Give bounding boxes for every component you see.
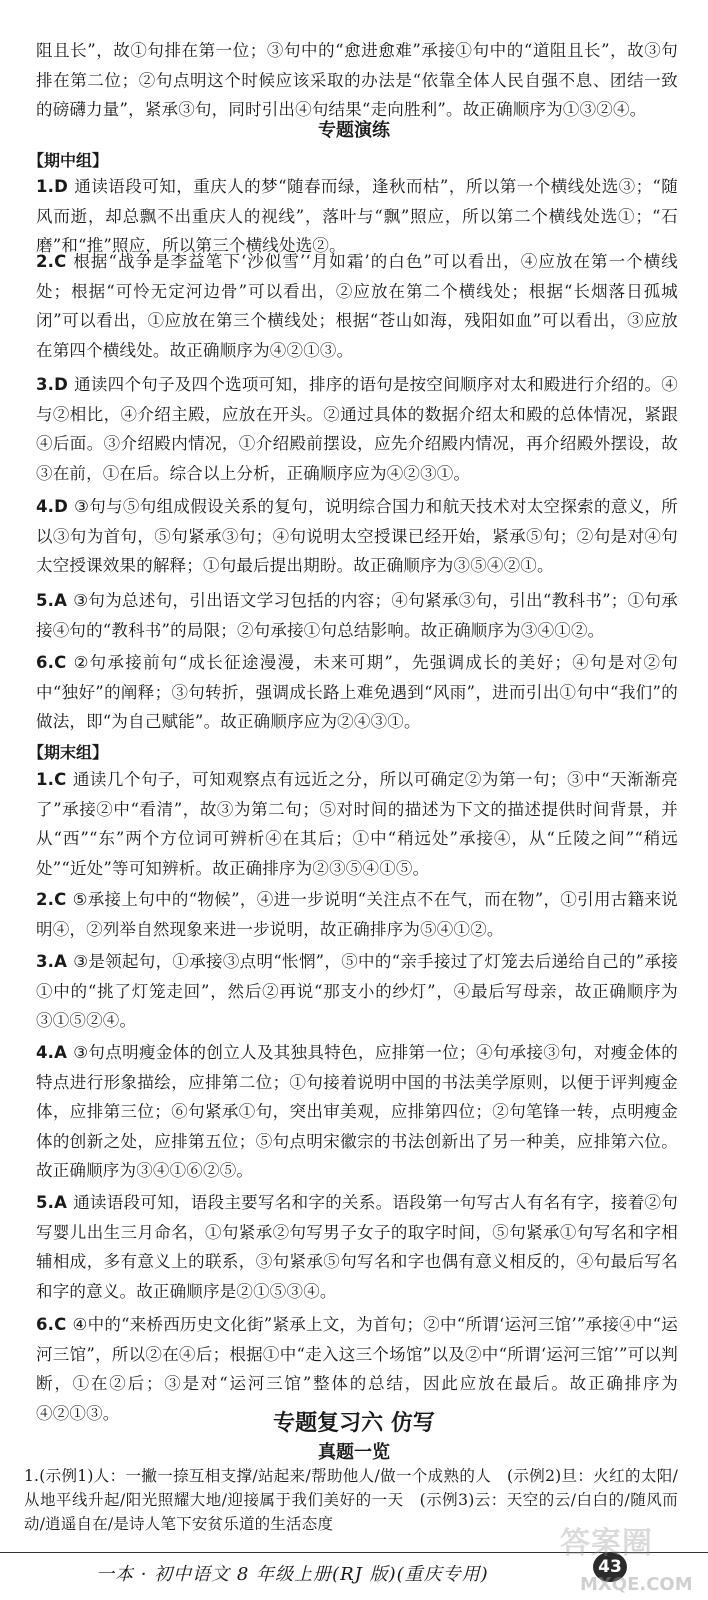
answer-item-final-4	[36, 1038, 678, 1186]
answer-number: 2.C	[36, 890, 67, 909]
answer-number: 3.D	[36, 375, 69, 394]
answer-item-mid-2	[36, 247, 678, 365]
answer-number: 4.D	[36, 497, 69, 516]
page-number-badge: 43	[593, 1552, 627, 1582]
answer-item-final-1	[36, 765, 678, 883]
section-subtitle-real-questions: 真题一览	[318, 1442, 390, 1463]
group-label-midterm: 【期中组】	[28, 151, 109, 170]
answer-number: 1.C	[36, 770, 67, 789]
answer-item-final-3	[36, 947, 678, 1036]
answer-number: 5.A	[36, 1193, 68, 1212]
answer-text: ③是领起句，①承接③点明“怅惘”，⑤中的“亲手接过了灯笼去后递给自己的”承接①中的“挑了灯笼走回”，然后②再说“那支小的纱灯”，④最后写母亲，故正确顺序为③①⑤②④。	[36, 952, 678, 1031]
answer-text: 通读几个句子，可知观察点有远近之分，所以可确定②为第一句；③中“天渐渐亮了”承接②中“看清”，故③为第二句；⑤对时间的描述为下文的描述提供时间背景，并从“西”“东”两个方位词可辨析④在其后；①中“稍远处”承接④，从“丘陵之间”“稍远处”“近处”等可知辨析。故正确排序为②③⑤④①⑤。	[36, 770, 678, 878]
answer-item-mid-4	[36, 492, 678, 581]
answer-text: ②句承接前句“成长征途漫漫，未来可期”，先强调成长的美好；④句是对②句中“独好”的阐释；③句转折，强调成长路上难免遇到“风雨”，进而引出①句中“我们”的做法，即“为自己赋能”。故正确顺序应为②④③①。	[36, 653, 678, 732]
answer-text: 通读语段可知，语段主要写名和字的关系。语段第一句写古人有名有字，接着②句写婴儿出生三月命名，①句紧承②句写男子女子的取字时间，⑤句紧承①句写名和字相辅相成，多有意义上的联系，③句紧承⑤句写名和字也偶有意义相反的，④句最后写名和字的意义。故正确顺序是②①⑤③④。	[36, 1193, 678, 1301]
footer-book-title: 一本 · 初中语文 8 年级上册(RJ 版)(重庆专用)	[96, 1564, 489, 1585]
imitation-example-1: 1.(示例1)人：一撇一捺互相支撑/站起来/帮助他人/做一个成熟的人 (示例2)旦：火红的太阳/从地平线升起/阳光照耀大地/迎接属于我们美好的一天 (示例3)云：天空的云/白白的/随风而动/逍遥自在/是诗人笔下安贫乐道的生活态度	[24, 1467, 678, 1533]
answer-text: ④中的“来桥西历史文化街”紧承上文，为首句；②中“所谓‘运河三馆’”承接④中“运河三馆”，所以②在④后；根据①中“走入这三个场馆”以及②中“所谓‘运河三馆’”可以判断，①在②后；③是对“运河三馆”整体的总结，因此应放在最后。故正确排序为④②①③。	[36, 1315, 678, 1423]
answer-number: 6.C	[36, 653, 67, 672]
section-title-practice: 专题演练	[318, 120, 390, 141]
answer-item-final-5	[36, 1188, 678, 1306]
answer-text: 根据“战争是李益笔下‘沙似雪’‘月如霜’的白色”可以看出，④应放在第一个横线处；根据“可怜无定河边骨”可以看出，②应放在第二个横线处；根据“长烟落日孤城闭”可以看出，①应放在第三个横线处；根据“苍山如海，残阳如血”可以看出，③应放在第四个横线处。故正确顺序为④②①③。	[36, 252, 678, 360]
answer-number: 6.C	[36, 1315, 67, 1334]
watermark-logo: 答案圈	[560, 1526, 653, 1561]
answer-number: 4.A	[36, 1043, 68, 1062]
answer-item-mid-5	[36, 586, 678, 645]
answer-text: ③句与⑤句组成假设关系的复句，说明综合国力和航天技术对太空探索的意义，所以③句为首句，⑤句紧承③句；④句说明太空授课已经开始，紧承⑤句；②句是对④句太空授课效果的解释；①句最后提出期盼。故正确顺序为③⑤④②①。	[36, 497, 678, 576]
answer-text: 通读语段可知，重庆人的梦“随春而绿，逢秋而枯”，所以第一个横线处选③；“随风而逝，却总飘不出重庆人的视线”，落叶与“飘”照应，所以第二个横线处选①；“石磨”和“推”照应，所以第三个横线处选②。	[36, 177, 678, 256]
answer-text: ⑤承接上句中的“物候”，④进一步说明“关注点不在气，而在物”，①引用古籍来说明④，②列举自然现象来进一步说明，故正确排序为⑤④①②。	[36, 890, 678, 939]
answer-text: ③句为总述句，引出语文学习包括的内容；④句紧承③句，引出“教科书”；①句承接④句的“教科书”的局限；②句承接①句总结影响。故正确顺序为③④①②。	[36, 591, 678, 640]
answer-text: ③句点明瘦金体的创立人及其独具特色，应排第一位；④句承接③句，对瘦金体的特点进行形象描绘，应排第二位；①句接着说明中国的书法美学原则，以便于评判瘦金体，应排第三位；⑥句紧承①句，突出审美观，应排第四位；②句笔锋一转，点明瘦金体的创新之处，应排第五位；⑤句点明宋徽宗的书法创新出了另一种美，应排第六位。故正确顺序为③④①⑥②⑤。	[36, 1043, 678, 1181]
watermark-url: MXQE.COM	[580, 1574, 693, 1595]
answer-number: 2.C	[36, 252, 67, 271]
answer-item-mid-3	[36, 370, 678, 488]
intro-paragraph: 阻且长”，故①句排在第一位；③句中的“愈进愈难”承接①句中的“道阻且长”，故③句排在第二位；②句点明这个时候应该采取的办法是“依靠全体人民自强不息、团结一致的磅礴力量”，紧承③句，同时引出④句结果“走向胜利”。故正确顺序为①③②④。	[36, 41, 678, 120]
answer-text: 通读四个句子及四个选项可知，排序的语句是按空间顺序对太和殿进行介绍的。④与②相比，④介绍主殿，应放在开头。②通过具体的数据介绍太和殿的总体情况，紧跟④后面。③介绍殿内情况，①介绍殿前摆设，应先介绍殿内情况，再介绍殿外摆设，故③在前，①在后。综合以上分析，正确顺序应为④②③①。	[36, 375, 678, 483]
answer-number: 5.A	[36, 591, 68, 610]
answer-item-mid-6	[36, 648, 678, 737]
answer-number: 3.A	[36, 952, 68, 971]
group-label-final: 【期末组】	[28, 743, 109, 762]
answer-item-final-2	[36, 885, 678, 944]
answer-number: 1.D	[36, 177, 69, 196]
chapter-title: 专题复习六 仿写	[273, 1411, 435, 1436]
